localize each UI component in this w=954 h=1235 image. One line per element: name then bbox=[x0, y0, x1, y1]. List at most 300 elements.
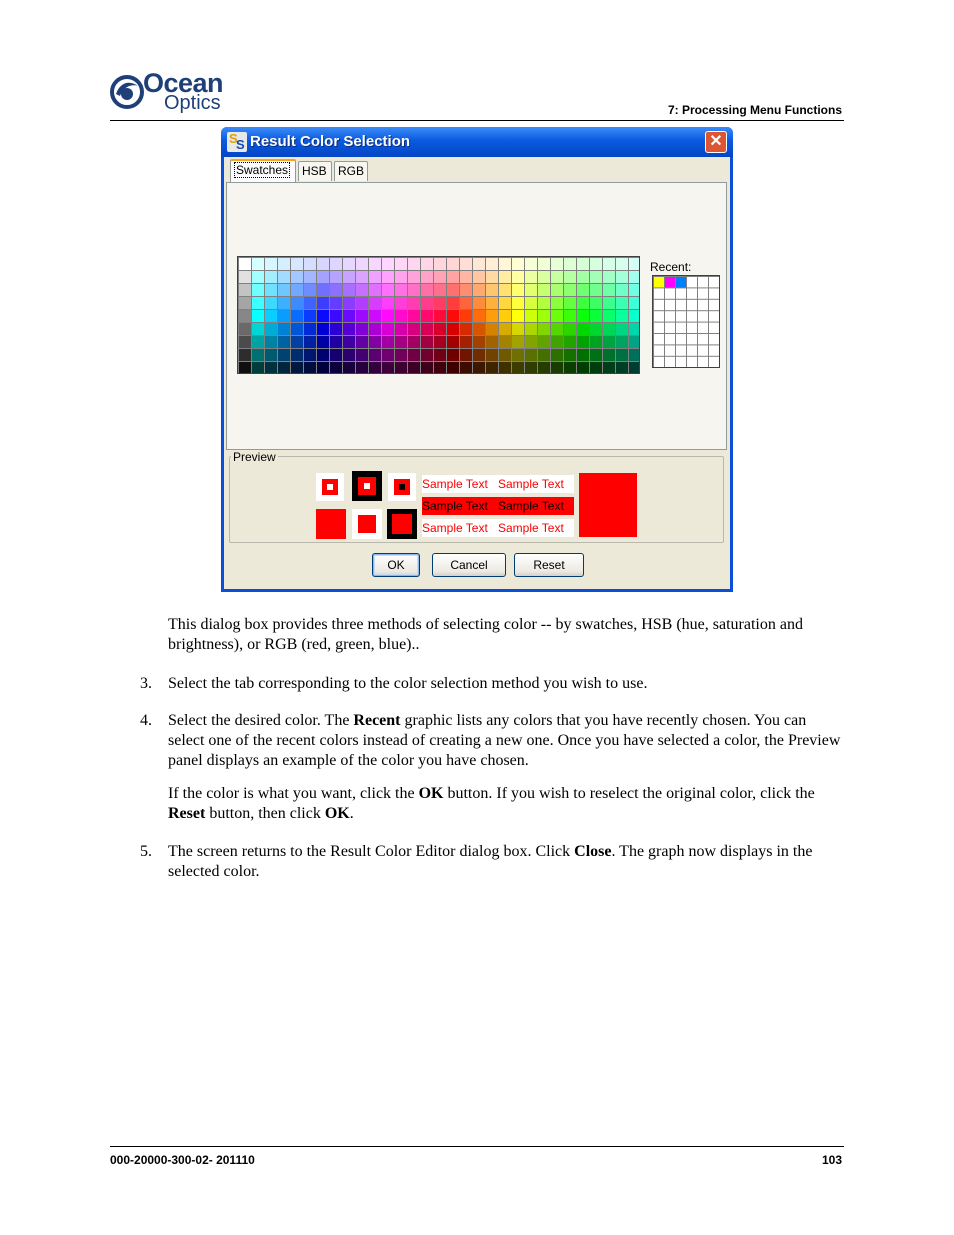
color-swatch[interactable] bbox=[551, 323, 563, 335]
recent-empty-slot[interactable] bbox=[676, 323, 686, 333]
color-swatch[interactable] bbox=[317, 349, 329, 361]
color-swatch[interactable] bbox=[447, 349, 459, 361]
color-swatch[interactable] bbox=[239, 310, 251, 322]
color-swatch[interactable] bbox=[317, 336, 329, 348]
color-swatch[interactable] bbox=[395, 310, 407, 322]
color-swatch[interactable] bbox=[603, 271, 615, 283]
color-swatch[interactable] bbox=[278, 284, 290, 296]
color-swatch[interactable] bbox=[317, 271, 329, 283]
dialog-titlebar[interactable] bbox=[221, 127, 733, 157]
color-swatch[interactable] bbox=[421, 271, 433, 283]
color-swatch[interactable] bbox=[564, 336, 576, 348]
recent-empty-slot[interactable] bbox=[709, 300, 719, 310]
color-swatch[interactable] bbox=[408, 349, 420, 361]
color-swatch[interactable] bbox=[421, 310, 433, 322]
color-swatch[interactable] bbox=[395, 362, 407, 374]
color-swatch[interactable] bbox=[434, 336, 446, 348]
recent-empty-slot[interactable] bbox=[654, 311, 664, 321]
color-swatch[interactable] bbox=[252, 336, 264, 348]
color-swatch[interactable] bbox=[577, 284, 589, 296]
color-swatch[interactable] bbox=[252, 258, 264, 270]
color-swatch[interactable] bbox=[447, 297, 459, 309]
color-swatch[interactable] bbox=[395, 336, 407, 348]
color-swatch[interactable] bbox=[421, 258, 433, 270]
color-swatch[interactable] bbox=[369, 284, 381, 296]
color-swatch[interactable] bbox=[551, 271, 563, 283]
color-swatch[interactable] bbox=[577, 323, 589, 335]
color-swatch[interactable] bbox=[538, 310, 550, 322]
color-swatch[interactable] bbox=[382, 258, 394, 270]
color-swatch[interactable] bbox=[291, 297, 303, 309]
color-swatch[interactable] bbox=[304, 310, 316, 322]
recent-empty-slot[interactable] bbox=[665, 334, 675, 344]
color-swatch[interactable] bbox=[304, 323, 316, 335]
color-swatch[interactable] bbox=[369, 271, 381, 283]
recent-empty-slot[interactable] bbox=[687, 311, 697, 321]
recent-color-swatch[interactable] bbox=[676, 277, 686, 287]
color-swatch[interactable] bbox=[304, 297, 316, 309]
recent-empty-slot[interactable] bbox=[698, 334, 708, 344]
recent-empty-slot[interactable] bbox=[665, 345, 675, 355]
recent-empty-slot[interactable] bbox=[676, 288, 686, 298]
color-swatch[interactable] bbox=[395, 284, 407, 296]
color-swatch[interactable] bbox=[590, 349, 602, 361]
color-swatch[interactable] bbox=[278, 336, 290, 348]
color-swatch[interactable] bbox=[538, 258, 550, 270]
color-swatch[interactable] bbox=[460, 271, 472, 283]
color-swatch[interactable] bbox=[434, 271, 446, 283]
color-swatch[interactable] bbox=[291, 271, 303, 283]
color-swatch[interactable] bbox=[616, 284, 628, 296]
color-swatch[interactable] bbox=[499, 349, 511, 361]
recent-empty-slot[interactable] bbox=[654, 357, 664, 367]
color-swatch[interactable] bbox=[551, 284, 563, 296]
color-swatch[interactable] bbox=[564, 362, 576, 374]
color-swatch[interactable] bbox=[330, 258, 342, 270]
color-swatch[interactable] bbox=[330, 271, 342, 283]
color-swatch[interactable] bbox=[460, 362, 472, 374]
recent-empty-slot[interactable] bbox=[687, 345, 697, 355]
color-swatch[interactable] bbox=[356, 336, 368, 348]
color-swatch[interactable] bbox=[369, 362, 381, 374]
color-swatch[interactable] bbox=[239, 323, 251, 335]
color-swatch[interactable] bbox=[616, 349, 628, 361]
color-swatch[interactable] bbox=[434, 258, 446, 270]
color-swatch[interactable] bbox=[551, 297, 563, 309]
recent-empty-slot[interactable] bbox=[654, 288, 664, 298]
color-swatch[interactable] bbox=[564, 310, 576, 322]
color-swatch[interactable] bbox=[278, 310, 290, 322]
recent-empty-slot[interactable] bbox=[687, 288, 697, 298]
recent-empty-slot[interactable] bbox=[709, 334, 719, 344]
color-swatch[interactable] bbox=[590, 284, 602, 296]
color-swatch[interactable] bbox=[408, 284, 420, 296]
color-swatch[interactable] bbox=[239, 297, 251, 309]
color-swatch[interactable] bbox=[382, 271, 394, 283]
color-swatch[interactable] bbox=[616, 258, 628, 270]
color-swatch[interactable] bbox=[304, 271, 316, 283]
color-swatch[interactable] bbox=[590, 323, 602, 335]
color-swatch[interactable] bbox=[265, 310, 277, 322]
color-swatch[interactable] bbox=[577, 349, 589, 361]
color-swatch[interactable] bbox=[551, 336, 563, 348]
color-swatch[interactable] bbox=[460, 349, 472, 361]
recent-colors-grid[interactable] bbox=[652, 275, 720, 368]
color-swatch[interactable] bbox=[330, 362, 342, 374]
color-swatch[interactable] bbox=[473, 323, 485, 335]
color-swatch[interactable] bbox=[525, 323, 537, 335]
color-swatch[interactable] bbox=[447, 323, 459, 335]
color-swatch[interactable] bbox=[434, 323, 446, 335]
color-swatch[interactable] bbox=[590, 258, 602, 270]
color-swatch[interactable] bbox=[525, 271, 537, 283]
color-swatch[interactable] bbox=[486, 336, 498, 348]
color-swatch[interactable] bbox=[291, 336, 303, 348]
color-swatch[interactable] bbox=[538, 362, 550, 374]
color-swatch[interactable] bbox=[603, 258, 615, 270]
color-swatch[interactable] bbox=[603, 336, 615, 348]
color-swatch[interactable] bbox=[473, 297, 485, 309]
color-swatch[interactable] bbox=[356, 349, 368, 361]
color-swatch[interactable] bbox=[343, 297, 355, 309]
color-swatch[interactable] bbox=[616, 297, 628, 309]
color-swatch[interactable] bbox=[434, 310, 446, 322]
color-swatch[interactable] bbox=[265, 349, 277, 361]
color-swatch[interactable] bbox=[369, 258, 381, 270]
color-swatch[interactable] bbox=[629, 297, 640, 309]
color-swatch[interactable] bbox=[460, 258, 472, 270]
color-swatch[interactable] bbox=[447, 310, 459, 322]
color-swatch[interactable] bbox=[265, 258, 277, 270]
cancel-button[interactable]: Cancel bbox=[432, 553, 506, 577]
color-swatch[interactable] bbox=[577, 362, 589, 374]
color-swatch[interactable] bbox=[538, 336, 550, 348]
color-swatch[interactable] bbox=[538, 284, 550, 296]
color-swatch[interactable] bbox=[369, 323, 381, 335]
color-swatch[interactable] bbox=[395, 271, 407, 283]
recent-empty-slot[interactable] bbox=[709, 357, 719, 367]
color-swatch[interactable] bbox=[486, 271, 498, 283]
recent-empty-slot[interactable] bbox=[698, 345, 708, 355]
color-swatch[interactable] bbox=[343, 362, 355, 374]
color-swatch[interactable] bbox=[512, 297, 524, 309]
recent-empty-slot[interactable] bbox=[665, 357, 675, 367]
color-swatch[interactable] bbox=[512, 284, 524, 296]
color-swatch[interactable] bbox=[239, 271, 251, 283]
color-swatch[interactable] bbox=[278, 271, 290, 283]
color-swatch[interactable] bbox=[629, 258, 640, 270]
color-swatch[interactable] bbox=[252, 271, 264, 283]
color-swatch[interactable] bbox=[512, 258, 524, 270]
color-swatch[interactable] bbox=[499, 336, 511, 348]
color-swatch[interactable] bbox=[343, 271, 355, 283]
color-swatch[interactable] bbox=[486, 284, 498, 296]
recent-empty-slot[interactable] bbox=[698, 277, 708, 287]
recent-empty-slot[interactable] bbox=[665, 323, 675, 333]
color-swatch[interactable] bbox=[395, 297, 407, 309]
color-swatch[interactable] bbox=[421, 349, 433, 361]
color-swatch[interactable] bbox=[551, 349, 563, 361]
color-swatch[interactable] bbox=[382, 284, 394, 296]
color-swatch[interactable] bbox=[239, 284, 251, 296]
color-swatch[interactable] bbox=[473, 362, 485, 374]
color-swatch[interactable] bbox=[421, 284, 433, 296]
color-swatch[interactable] bbox=[330, 349, 342, 361]
color-swatch[interactable] bbox=[278, 258, 290, 270]
color-swatch[interactable] bbox=[291, 323, 303, 335]
color-swatch[interactable] bbox=[317, 310, 329, 322]
color-swatch[interactable] bbox=[395, 323, 407, 335]
close-button[interactable] bbox=[705, 131, 727, 153]
color-swatch[interactable] bbox=[330, 323, 342, 335]
recent-empty-slot[interactable] bbox=[687, 277, 697, 287]
color-swatch[interactable] bbox=[616, 362, 628, 374]
color-swatch[interactable] bbox=[564, 323, 576, 335]
color-swatch[interactable] bbox=[382, 323, 394, 335]
color-swatch[interactable] bbox=[356, 271, 368, 283]
color-swatch[interactable] bbox=[499, 284, 511, 296]
color-swatch[interactable] bbox=[577, 258, 589, 270]
color-swatch[interactable] bbox=[486, 362, 498, 374]
tab-hsb[interactable]: HSB bbox=[298, 161, 332, 181]
recent-empty-slot[interactable] bbox=[687, 334, 697, 344]
color-swatch[interactable] bbox=[460, 336, 472, 348]
color-swatch[interactable] bbox=[551, 362, 563, 374]
color-swatch[interactable] bbox=[304, 349, 316, 361]
recent-empty-slot[interactable] bbox=[698, 288, 708, 298]
color-swatch[interactable] bbox=[330, 310, 342, 322]
color-swatch[interactable] bbox=[499, 310, 511, 322]
color-swatch[interactable] bbox=[382, 362, 394, 374]
color-swatch[interactable] bbox=[590, 310, 602, 322]
color-swatch[interactable] bbox=[512, 271, 524, 283]
color-swatch[interactable] bbox=[421, 297, 433, 309]
color-swatch[interactable] bbox=[538, 323, 550, 335]
reset-button[interactable]: Reset bbox=[514, 553, 584, 577]
color-swatch[interactable] bbox=[317, 284, 329, 296]
color-swatch[interactable] bbox=[616, 336, 628, 348]
color-swatch[interactable] bbox=[421, 336, 433, 348]
color-swatch[interactable] bbox=[265, 284, 277, 296]
color-swatch[interactable] bbox=[473, 284, 485, 296]
color-swatch[interactable] bbox=[616, 271, 628, 283]
color-swatch[interactable] bbox=[330, 297, 342, 309]
color-swatch[interactable] bbox=[369, 336, 381, 348]
color-swatch[interactable] bbox=[447, 258, 459, 270]
color-swatch[interactable] bbox=[395, 349, 407, 361]
color-swatch[interactable] bbox=[499, 258, 511, 270]
recent-color-swatch[interactable] bbox=[665, 277, 675, 287]
recent-empty-slot[interactable] bbox=[676, 300, 686, 310]
recent-empty-slot[interactable] bbox=[654, 334, 664, 344]
color-swatch[interactable] bbox=[304, 336, 316, 348]
color-swatch[interactable] bbox=[356, 310, 368, 322]
color-swatch[interactable] bbox=[564, 349, 576, 361]
color-swatch[interactable] bbox=[369, 297, 381, 309]
recent-empty-slot[interactable] bbox=[654, 345, 664, 355]
color-swatch[interactable] bbox=[512, 362, 524, 374]
color-swatch[interactable] bbox=[564, 284, 576, 296]
color-swatch[interactable] bbox=[239, 349, 251, 361]
color-swatch[interactable] bbox=[434, 284, 446, 296]
color-swatch[interactable] bbox=[447, 336, 459, 348]
color-swatch[interactable] bbox=[447, 271, 459, 283]
color-swatch[interactable] bbox=[512, 336, 524, 348]
color-swatch[interactable] bbox=[408, 362, 420, 374]
color-swatch[interactable] bbox=[408, 297, 420, 309]
color-swatch[interactable] bbox=[525, 284, 537, 296]
recent-empty-slot[interactable] bbox=[676, 334, 686, 344]
recent-empty-slot[interactable] bbox=[665, 311, 675, 321]
color-swatch[interactable] bbox=[291, 349, 303, 361]
color-swatch[interactable] bbox=[265, 271, 277, 283]
recent-empty-slot[interactable] bbox=[654, 300, 664, 310]
color-swatch[interactable] bbox=[551, 310, 563, 322]
color-swatch[interactable] bbox=[525, 336, 537, 348]
color-swatch[interactable] bbox=[460, 323, 472, 335]
color-swatch[interactable] bbox=[486, 323, 498, 335]
color-swatch[interactable] bbox=[616, 323, 628, 335]
color-swatch[interactable] bbox=[291, 362, 303, 374]
color-swatch[interactable] bbox=[629, 349, 640, 361]
color-swatch[interactable] bbox=[252, 284, 264, 296]
color-swatch[interactable] bbox=[629, 310, 640, 322]
recent-empty-slot[interactable] bbox=[665, 300, 675, 310]
recent-empty-slot[interactable] bbox=[676, 311, 686, 321]
color-swatch[interactable] bbox=[330, 284, 342, 296]
color-swatch[interactable] bbox=[382, 310, 394, 322]
color-swatch[interactable] bbox=[473, 310, 485, 322]
recent-empty-slot[interactable] bbox=[665, 288, 675, 298]
color-swatch[interactable] bbox=[343, 258, 355, 270]
recent-empty-slot[interactable] bbox=[654, 323, 664, 333]
color-swatch[interactable] bbox=[304, 362, 316, 374]
color-swatch[interactable] bbox=[421, 362, 433, 374]
color-swatch[interactable] bbox=[447, 284, 459, 296]
color-swatch[interactable] bbox=[369, 349, 381, 361]
ok-button[interactable]: OK bbox=[372, 553, 420, 577]
color-swatch[interactable] bbox=[265, 323, 277, 335]
recent-empty-slot[interactable] bbox=[676, 357, 686, 367]
color-swatch[interactable] bbox=[343, 284, 355, 296]
color-swatch[interactable] bbox=[356, 323, 368, 335]
color-swatch[interactable] bbox=[499, 323, 511, 335]
color-swatch[interactable] bbox=[499, 271, 511, 283]
recent-empty-slot[interactable] bbox=[676, 345, 686, 355]
color-swatch[interactable] bbox=[265, 336, 277, 348]
color-swatch[interactable] bbox=[265, 362, 277, 374]
color-swatch[interactable] bbox=[499, 362, 511, 374]
color-swatch[interactable] bbox=[525, 258, 537, 270]
color-swatch[interactable] bbox=[317, 362, 329, 374]
recent-empty-slot[interactable] bbox=[709, 288, 719, 298]
recent-empty-slot[interactable] bbox=[709, 311, 719, 321]
color-swatch[interactable] bbox=[434, 349, 446, 361]
color-swatch[interactable] bbox=[356, 284, 368, 296]
color-swatch[interactable] bbox=[317, 323, 329, 335]
color-swatch[interactable] bbox=[460, 297, 472, 309]
color-swatch[interactable] bbox=[499, 297, 511, 309]
recent-color-swatch[interactable] bbox=[654, 277, 664, 287]
color-swatch[interactable] bbox=[239, 258, 251, 270]
color-swatch[interactable] bbox=[512, 349, 524, 361]
color-swatch[interactable] bbox=[460, 284, 472, 296]
color-swatch[interactable] bbox=[382, 297, 394, 309]
color-swatch[interactable] bbox=[291, 310, 303, 322]
color-swatch[interactable] bbox=[603, 323, 615, 335]
color-swatch[interactable] bbox=[356, 362, 368, 374]
color-swatch[interactable] bbox=[577, 271, 589, 283]
color-swatch[interactable] bbox=[330, 336, 342, 348]
color-swatch[interactable] bbox=[473, 258, 485, 270]
recent-empty-slot[interactable] bbox=[687, 357, 697, 367]
color-swatch[interactable] bbox=[252, 349, 264, 361]
color-swatch[interactable] bbox=[382, 349, 394, 361]
color-swatch[interactable] bbox=[577, 297, 589, 309]
recent-empty-slot[interactable] bbox=[698, 323, 708, 333]
color-swatch[interactable] bbox=[538, 271, 550, 283]
color-swatch[interactable] bbox=[304, 284, 316, 296]
color-swatch[interactable] bbox=[343, 323, 355, 335]
color-swatch[interactable] bbox=[421, 323, 433, 335]
color-swatch[interactable] bbox=[486, 297, 498, 309]
recent-empty-slot[interactable] bbox=[698, 357, 708, 367]
color-swatch[interactable] bbox=[590, 336, 602, 348]
color-swatch[interactable] bbox=[291, 258, 303, 270]
color-swatch[interactable] bbox=[538, 349, 550, 361]
color-swatch[interactable] bbox=[434, 362, 446, 374]
color-swatch[interactable] bbox=[239, 336, 251, 348]
recent-empty-slot[interactable] bbox=[687, 300, 697, 310]
color-swatch[interactable] bbox=[278, 297, 290, 309]
color-swatch[interactable] bbox=[473, 336, 485, 348]
color-swatch[interactable] bbox=[291, 284, 303, 296]
color-swatch[interactable] bbox=[538, 297, 550, 309]
color-swatch[interactable] bbox=[382, 336, 394, 348]
color-swatch[interactable] bbox=[564, 297, 576, 309]
color-swatch[interactable] bbox=[278, 349, 290, 361]
color-swatch[interactable] bbox=[265, 297, 277, 309]
color-swatch[interactable] bbox=[629, 284, 640, 296]
color-swatch[interactable] bbox=[564, 258, 576, 270]
color-swatch[interactable] bbox=[343, 336, 355, 348]
color-swatch[interactable] bbox=[525, 297, 537, 309]
color-swatch[interactable] bbox=[278, 323, 290, 335]
color-swatch[interactable] bbox=[525, 310, 537, 322]
color-swatch[interactable] bbox=[603, 284, 615, 296]
color-swatch[interactable] bbox=[603, 310, 615, 322]
color-swatch[interactable] bbox=[473, 271, 485, 283]
color-swatch[interactable] bbox=[408, 258, 420, 270]
color-swatch[interactable] bbox=[512, 310, 524, 322]
color-swatch[interactable] bbox=[343, 310, 355, 322]
color-swatch[interactable] bbox=[343, 349, 355, 361]
color-swatch[interactable] bbox=[603, 297, 615, 309]
color-swatch[interactable] bbox=[486, 310, 498, 322]
color-swatch[interactable] bbox=[629, 323, 640, 335]
swatch-color-grid[interactable] bbox=[237, 256, 640, 374]
color-swatch[interactable] bbox=[564, 271, 576, 283]
tab-swatches[interactable]: Swatches bbox=[230, 159, 296, 183]
color-swatch[interactable] bbox=[590, 271, 602, 283]
color-swatch[interactable] bbox=[304, 258, 316, 270]
color-swatch[interactable] bbox=[460, 310, 472, 322]
color-swatch[interactable] bbox=[590, 297, 602, 309]
color-swatch[interactable] bbox=[408, 271, 420, 283]
color-swatch[interactable] bbox=[629, 271, 640, 283]
tab-rgb[interactable]: RGB bbox=[334, 161, 368, 181]
color-swatch[interactable] bbox=[590, 362, 602, 374]
